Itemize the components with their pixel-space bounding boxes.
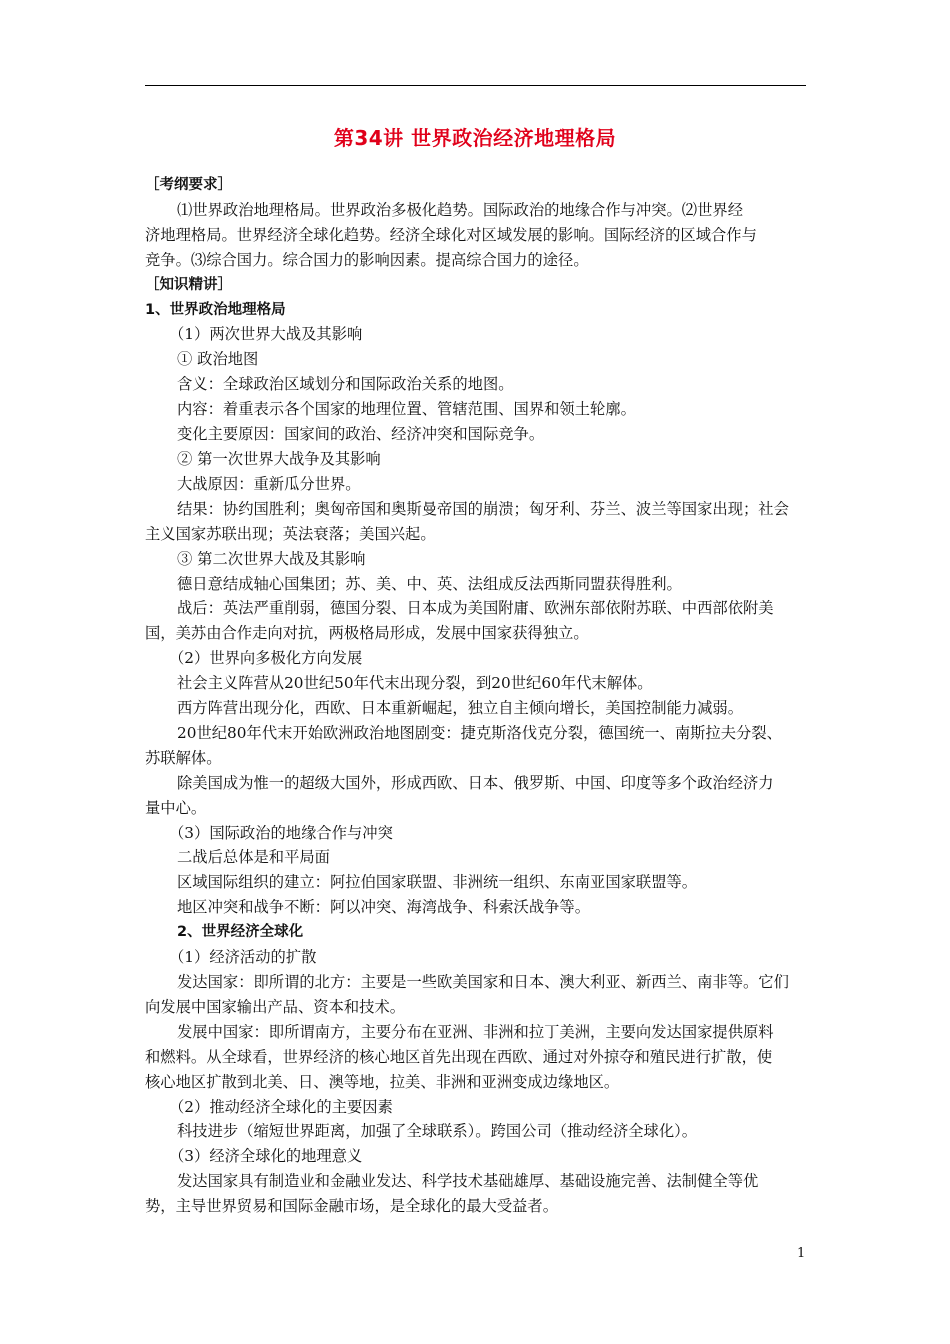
text-line: 发展中国家：即所谓南方，主要分布在亚洲、非洲和拉丁美洲，主要向发达国家提供原料 <box>177 1022 774 1041</box>
text-line: ⑴世界政治地理格局。世界政治多极化趋势。国际政治的地缘合作与冲突。⑵世界经 <box>177 200 743 219</box>
text-line: 向发展中国家输出产品、资本和技术。 <box>145 997 406 1016</box>
text-line: （1）两次世界大战及其影响 <box>169 325 363 344</box>
text-line: 发达国家：即所谓的北方：主要是一些欧美国家和日本、澳大利亚、新西兰、南非等。它们 <box>177 973 789 991</box>
text-line: 竞争。⑶综合国力。综合国力的影响因素。提高综合国力的途径。 <box>145 250 589 269</box>
text-line: 除美国成为惟一的超级大国外，形成西欧、日本、俄罗斯、中国、印度等多个政治经济力 <box>177 773 774 792</box>
page-title: 第34讲 世界政治经济地理格局 <box>333 126 617 150</box>
text-line: 发达国家具有制造业和金融业发达、科学技术基础雄厚、基础设施完善、法制健全等优 <box>177 1172 759 1191</box>
text-line: ② 第一次世界大战争及其影响 <box>177 449 381 468</box>
text-line: （2）推动经济全球化的主要因素 <box>169 1097 393 1116</box>
text-line: 势，主导世界贸易和国际金融市场，是全球化的最大受益者。 <box>145 1197 559 1216</box>
text-line: 和燃料。从全球看，世界经济的核心地区首先出现在西欧、通过对外掠夺和殖民进行扩散，使 <box>145 1047 773 1066</box>
text-line: 核心地区扩散到北美、日、澳等地，拉美、非洲和亚洲变成边缘地区。 <box>145 1072 620 1091</box>
text-line: ③ 第二次世界大战及其影响 <box>177 549 366 568</box>
text-line: ［知识精讲］ <box>145 276 232 293</box>
text-line: 主义国家苏联出现；英法衰落；美国兴起。 <box>145 524 436 543</box>
text-line: 1、世界政治地理格局 <box>145 301 286 318</box>
text-line: （1）经济活动的扩散 <box>169 948 317 967</box>
text-line: 科技进步（缩短世界距离，加强了全球联系）。跨国公司（推动经济全球化）。 <box>177 1122 698 1141</box>
text-line: （3）国际政治的地缘合作与冲突 <box>169 823 393 842</box>
text-line: ［考纲要求］ <box>145 177 232 193</box>
text-line: 二战后总体是和平局面 <box>177 848 330 867</box>
page-number: 1 <box>797 1246 806 1261</box>
text-line: 结果：协约国胜利；奥匈帝国和奥斯曼帝国的崩溃；匈牙利、芬兰、波兰等国家出现；社会 <box>177 499 789 518</box>
text-line: 变化主要原因：国家间的政治、经济冲突和国际竞争。 <box>177 425 545 444</box>
text-line: 2、世界经济全球化 <box>177 924 304 941</box>
text-line: 西方阵营出现分化，西欧、日本重新崛起，独立自主倾向增长，美国控制能力减弱。 <box>177 699 743 718</box>
text-line: （3）经济全球化的地理意义 <box>169 1147 363 1166</box>
text-line: 区域国际组织的建立：阿拉伯国家联盟、非洲统一组织、东南亚国家联盟等。 <box>177 873 698 892</box>
text-line: 地区冲突和战争不断：阿以冲突、海湾战争、科索沃战争等。 <box>177 898 591 917</box>
text-line: ① 政治地图 <box>177 350 259 369</box>
text-line: 含义：全球政治区域划分和国际政治关系的地图。 <box>177 375 514 394</box>
text-line: 内容：着重表示各个国家的地理位置、管辖范围、国界和领土轮廓。 <box>177 400 636 419</box>
text-line: 20世纪80年代末开始欧洲政治地图剧变：捷克斯洛伐克分裂，德国统一、南斯拉夫分裂、 <box>177 723 782 742</box>
text-line: 德日意结成轴心国集团；苏、美、中、英、法组成反法西斯同盟获得胜利。 <box>177 574 682 593</box>
text-line: 大战原因：重新瓜分世界。 <box>177 474 361 493</box>
text-line: 战后：英法严重削弱，德国分裂、日本成为美国附庸、欧洲东部依附苏联、中西部依附美 <box>177 599 774 618</box>
text-line: 济地理格局。世界经济全球化趋势。经济全球化对区域发展的影响。国际经济的区域合作与 <box>145 225 757 244</box>
text-line: 社会主义阵营从20世纪50年代末出现分裂，到20世纪60年代末解体。 <box>177 674 653 693</box>
text-line: 量中心。 <box>145 798 207 817</box>
text-line: 国，美苏由合作走向对抗，两极格局形成，发展中国家获得独立。 <box>145 624 589 643</box>
text-line: （2）世界向多极化方向发展 <box>169 649 363 668</box>
document-body <box>145 173 815 1219</box>
text-line: 苏联解体。 <box>145 748 222 767</box>
header-rule <box>145 85 806 86</box>
